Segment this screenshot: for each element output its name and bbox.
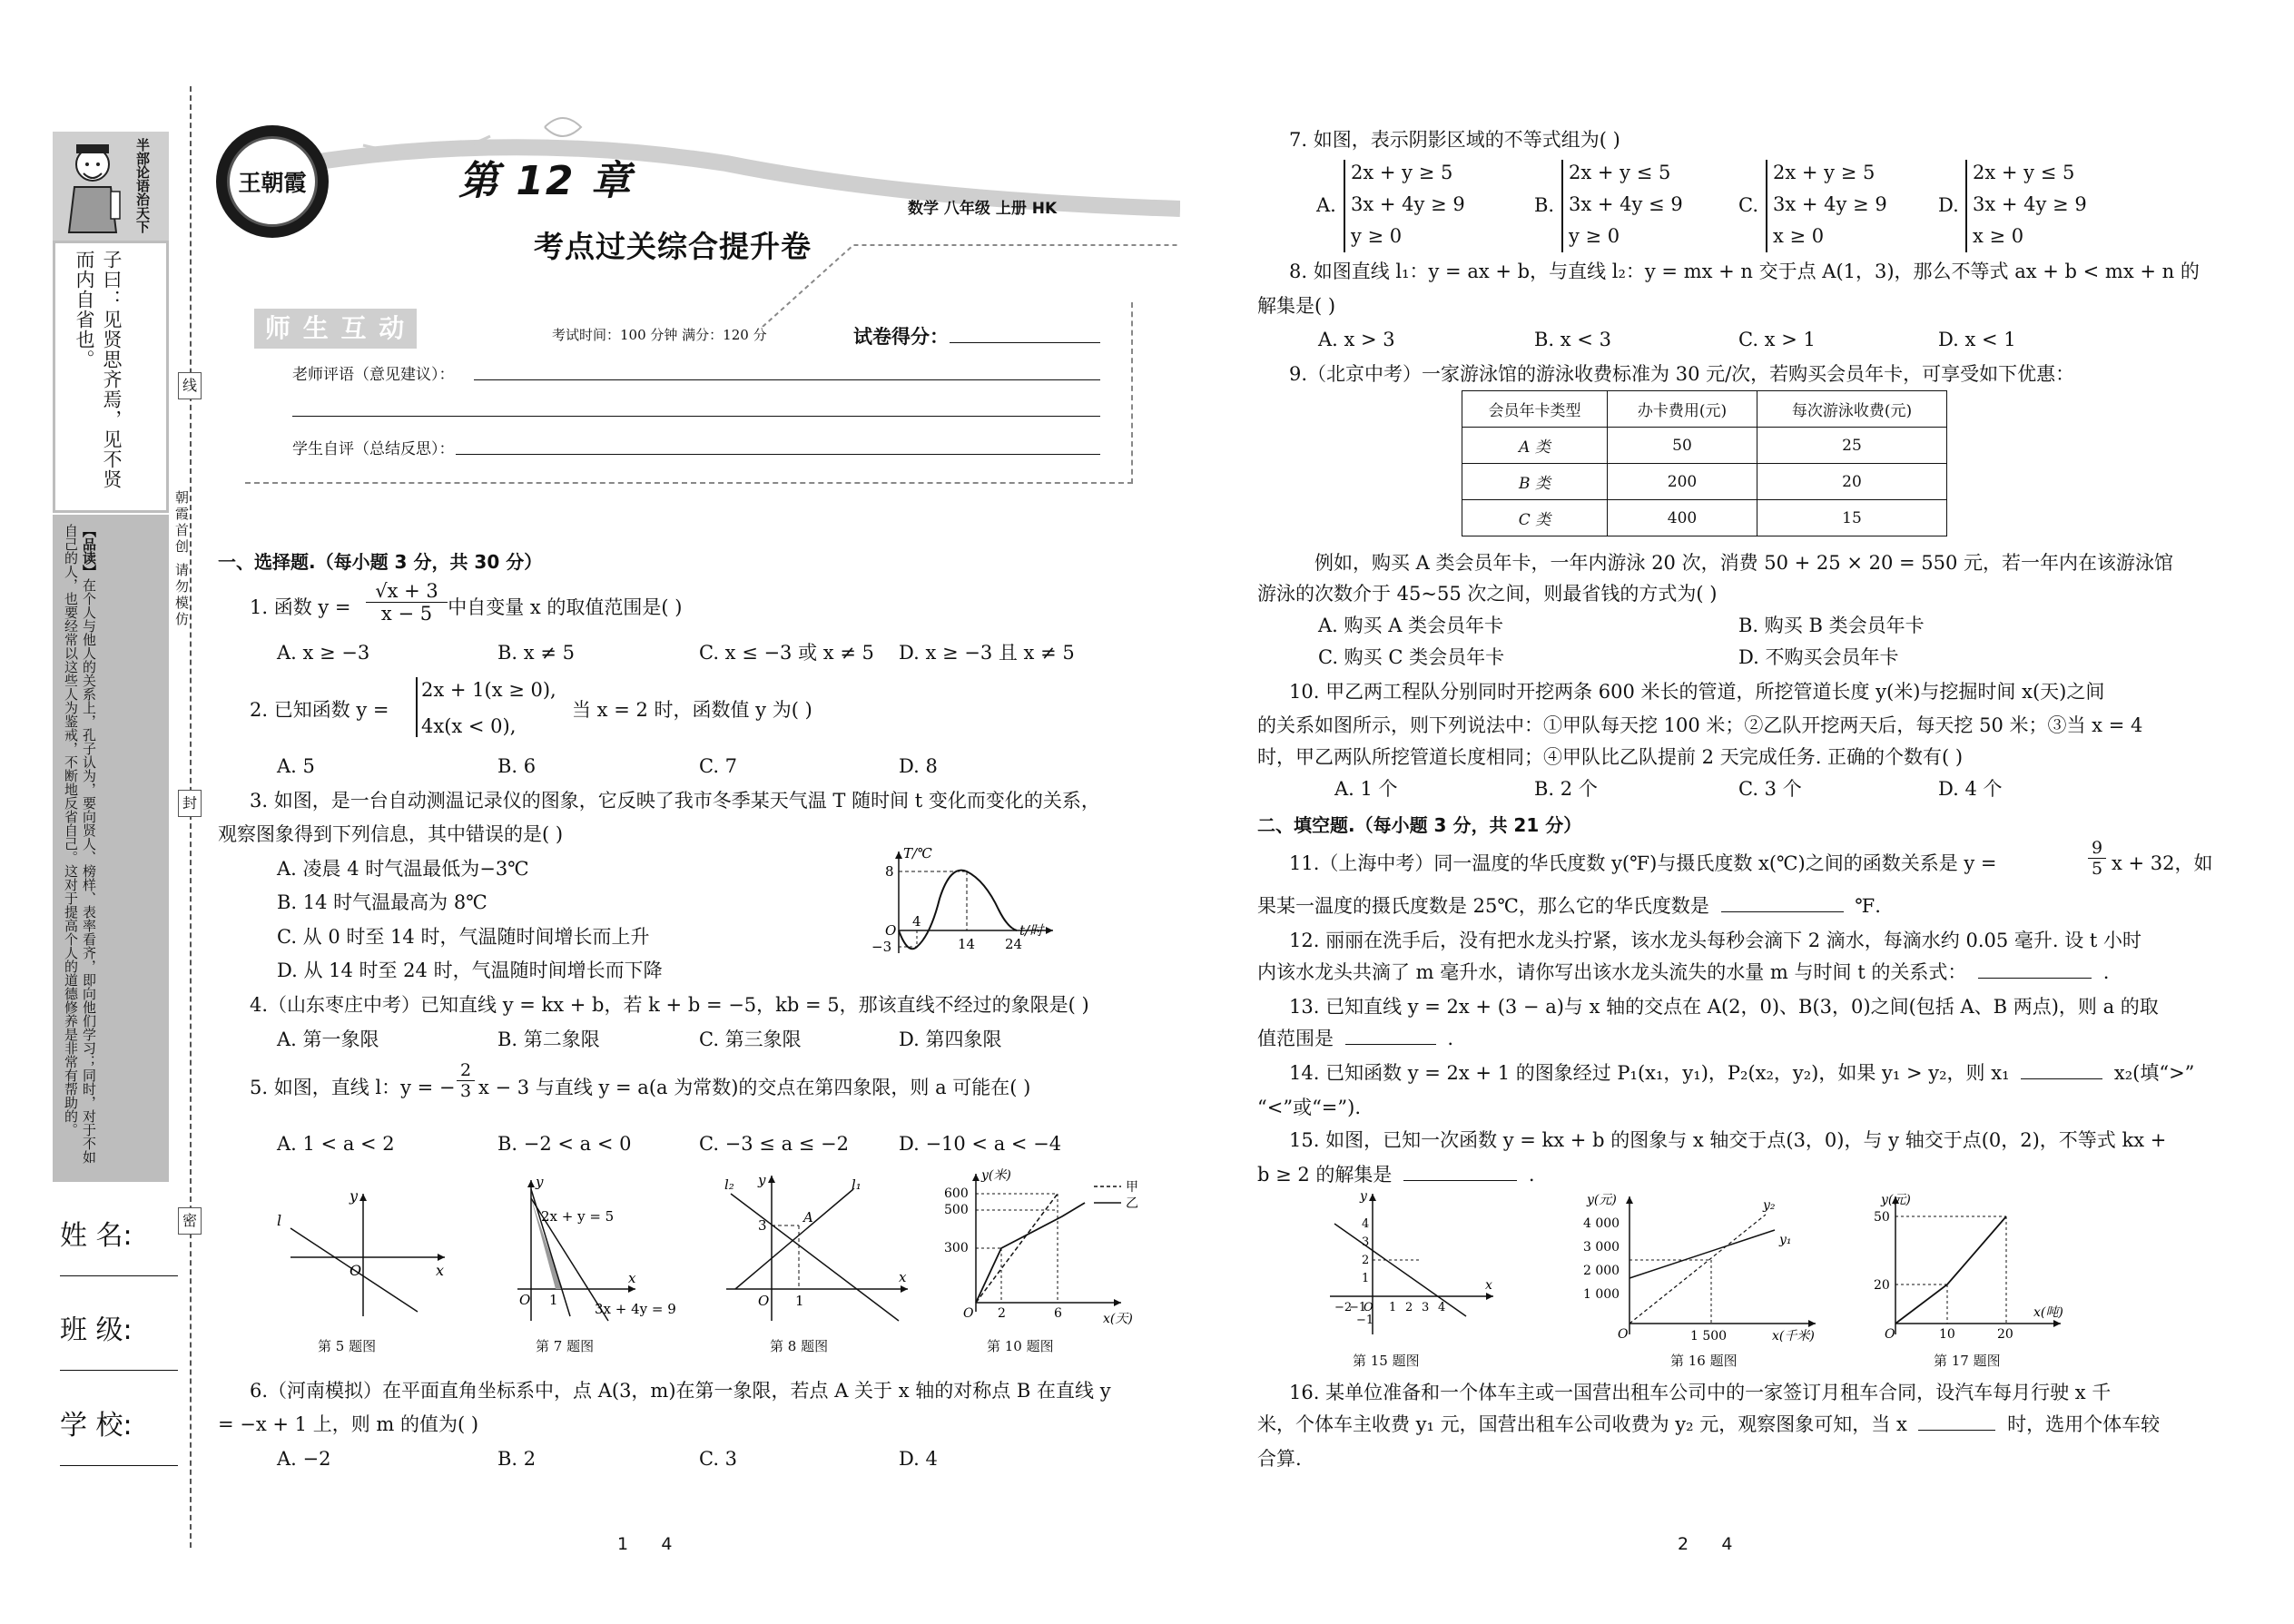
fig17-caption: 第 17 题图 (1934, 1353, 2001, 1369)
q13-blank[interactable] (1345, 1027, 1436, 1045)
fig17-graph (1861, 1189, 2079, 1343)
binding-mark-2: 封 (178, 790, 202, 817)
fig16-x-label: x(千米) (1772, 1329, 1815, 1343)
binding-note: 朝霞首创 请勿模仿 (173, 490, 190, 628)
fig5-caption: 第 5 题图 (318, 1338, 377, 1354)
q9-option-a[interactable]: A. 购买 A 类会员年卡 (1318, 615, 1504, 636)
q7-option-line: y ≥ 0 (1569, 225, 1620, 247)
q5-option-b[interactable]: B. −2 < a < 0 (497, 1133, 632, 1155)
fig8-y-label: y (758, 1172, 766, 1188)
series-title: 半部论语治天下 (136, 137, 151, 235)
fig15-tick-x3: 3 (1422, 1301, 1430, 1314)
q5-option-d[interactable]: D. −10 < a < −4 (899, 1133, 1062, 1155)
q13-line-1: 13. 已知直线 y = 2x + (3 − a)与 x 轴的交点在 A(2，0)、B(3，0)之间(包括 A、B 两点)，则 a 的取 (1289, 996, 2159, 1018)
q12-line-1: 12. 丽丽在洗手后，没有把水龙头拧紧，该水龙头每秒会滴下 2 滴水，每滴水约 0.05 毫升. 设 t 小时 (1289, 930, 2142, 951)
q7-option-brace (1965, 160, 1973, 252)
q10-line-2: 的关系如图所示，则下列说法中：①甲队每天挖 100 米；②乙队开挖两天后，每天挖 50 米；③当 x = 4 (1257, 714, 2143, 736)
fig7-y-label: y (536, 1176, 544, 1190)
confucius-icon (56, 137, 129, 237)
q9-option-b[interactable]: B. 购买 B 类会员年卡 (1738, 615, 1925, 636)
score-label: 试卷得分： (853, 326, 949, 348)
q11-line-2a: 果某一温度的摄氏度数是 25℃，那么它的华氏度数是 (1257, 895, 1709, 917)
school-label: 学 校: (60, 1410, 133, 1442)
fig10-graph (940, 1166, 1157, 1330)
quote-text: 子曰：见贤思齐焉，见不贤而内自省也。 (74, 250, 123, 489)
q9-cell: 25 (1757, 428, 1947, 464)
q9-cell: C 类 (1462, 500, 1608, 536)
q2-option-c[interactable]: C. 7 (699, 755, 738, 777)
fig16-tick-1000: 1 000 (1583, 1287, 1620, 1302)
fig16-graph (1570, 1189, 1834, 1343)
binding-mark-1: 线 (178, 372, 202, 399)
q9-table-header (1462, 391, 1947, 428)
q6-option-c[interactable]: C. 3 (699, 1448, 738, 1470)
q11-line-2 (1257, 893, 1881, 919)
q7-option-label[interactable]: D. (1938, 194, 1959, 216)
school-field[interactable] (60, 1403, 178, 1466)
q7-option-line: 3x + 4y ≥ 9 (1351, 193, 1465, 215)
q10-option-d[interactable]: D. 4 个 (1938, 778, 2003, 800)
q9-header-per: 每次游泳收费(元) (1757, 391, 1947, 428)
q1-den: x − 5 (380, 603, 433, 625)
q7-option-brace (1344, 160, 1351, 252)
q16-line-1: 16. 某单位准备和一个体车主或一国营出租车公司中的一家签订月租车合同，设汽车每月行驶 x 千 (1289, 1382, 2112, 1403)
q3-x-label: t/时 (1019, 922, 1044, 939)
reading-text: 在个人与他人的关系上，孔子认为，要向贤人、榜样、表率看齐，即向他们学习；同时，对于不如自己的人，也要经常以这些人为鉴戒，不断地反省自己。这对于提高个人的道德修养是非常有帮助的。 (63, 524, 97, 1164)
q3-line-2: 观察图象得到下列信息，其中错误的是( ) (218, 823, 564, 845)
interaction-label: 师 生 互 动 (254, 309, 417, 349)
q7-option-label[interactable]: C. (1738, 194, 1758, 216)
fig7-x-label: x (628, 1270, 636, 1286)
q16-line-2a: 米，个体车主收费 y₁ 元，国营出租车公司收费为 y₂ 元，观察图象可知，当 x (1257, 1413, 1907, 1435)
table-row (1462, 428, 1947, 464)
fig7-eq-2: 3x + 4y = 9 (595, 1301, 676, 1317)
q5-option-a[interactable]: A. 1 < a < 2 (277, 1133, 395, 1155)
fig8-caption: 第 8 题图 (770, 1338, 829, 1354)
fig15-x-label: x (1485, 1278, 1492, 1293)
q14-blank[interactable] (2021, 1061, 2102, 1079)
section2-title: 二、填空题.（每小题 3 分，共 21 分） (1257, 814, 1582, 836)
q16-line-3: 合算. (1257, 1448, 1302, 1470)
q11-num: 9 (2088, 838, 2106, 859)
fig8-x-label: x (899, 1269, 907, 1285)
fig16-tick-4000: 4 000 (1583, 1216, 1620, 1231)
q3-temperature-graph (867, 844, 1067, 958)
fig7-tick-1: 1 (549, 1292, 558, 1308)
q10-line-1: 10. 甲乙两工程队分别同时开挖两条 600 米长的管道，所挖管道长度 y(米)与挖掘时间 x(天)之间 (1289, 681, 2105, 703)
q2-stem-b: 当 x = 2 时，函数值 y 为( ) (572, 699, 812, 721)
q7-option-line: 3x + 4y ≥ 9 (1973, 193, 2087, 215)
q15-line-2a: b ≥ 2 的解集是 (1257, 1164, 1393, 1186)
q1-option-d[interactable]: D. x ≥ −3 且 x ≠ 5 (899, 642, 1075, 664)
q16-line-2b: 时，选用个体车较 (2007, 1413, 2161, 1435)
q8-option-b[interactable]: B. x < 3 (1534, 329, 1611, 350)
q9-cell: 20 (1757, 464, 1947, 500)
q1-num: √x + 3 (366, 580, 448, 603)
q1 (250, 580, 683, 625)
logo-text: 王朝霞 (238, 170, 307, 196)
fig10-caption: 第 10 题图 (987, 1338, 1054, 1354)
q15-line-1: 15. 如图，已知一次函数 y = kx + b 的图象与 x 轴交于点(3，0)，与 y 轴交于点(0，2)，不等式 kx + (1289, 1129, 2167, 1151)
fig10-tick-600: 600 (944, 1186, 969, 1201)
q3-tick-14: 14 (958, 936, 976, 952)
q11-line-2b: ℉. (1855, 895, 1881, 917)
q8-line-2: 解集是( ) (1257, 295, 1336, 317)
q1-option-c[interactable]: C. x ≤ −3 或 x ≠ 5 (699, 642, 874, 664)
q9-cell: 400 (1608, 500, 1757, 536)
q12-line-2 (1257, 960, 2109, 985)
q2-option-d[interactable]: D. 8 (899, 755, 938, 777)
q5-stem-b: x − 3 与直线 y = a(a 为常数)的交点在第四象限，则 a 可能在( ) (478, 1077, 1031, 1098)
fig16-tick-1500: 1 500 (1690, 1329, 1728, 1343)
q2-case-1: 2x + 1(x ≥ 0), (421, 679, 556, 701)
q3-option-d[interactable]: D. 从 14 时至 24 时，气温随时间增长而下降 (277, 960, 663, 981)
q3-tick-8: 8 (885, 863, 894, 880)
q1-stem-a: 1. 函数 y = (250, 596, 351, 618)
q1-option-a[interactable]: A. x ≥ −3 (277, 642, 370, 664)
q3-origin: O (885, 922, 897, 939)
q7-stem: 7. 如图，表示阴影区域的不等式组为( ) (1289, 129, 1620, 151)
q9-option-d[interactable]: D. 不购买会员年卡 (1738, 646, 1899, 668)
q4-option-c[interactable]: C. 第三象限 (699, 1029, 802, 1050)
q9-line-2: 例如，购买 A 类会员年卡，一年内游泳 20 次，消费 50 + 25 × 20 = 550 元，若一年内在该游泳馆 (1314, 552, 2174, 574)
q9-option-c[interactable]: C. 购买 C 类会员年卡 (1318, 646, 1505, 668)
q10-option-c[interactable]: C. 3 个 (1738, 778, 1802, 800)
fig16-tick-2000: 2 000 (1583, 1264, 1620, 1278)
table-row (1462, 500, 1947, 536)
fig15-tick-y2: 2 (1362, 1254, 1370, 1267)
fig8-tick-3: 3 (758, 1217, 767, 1234)
binding-line (190, 86, 192, 1548)
q5-stem-a: 5. 如图，直线 l：y = − (250, 1077, 456, 1098)
q11-blank[interactable] (1721, 894, 1844, 912)
fig5-x-label: x (436, 1262, 445, 1279)
fig16-tick-3000: 3 000 (1583, 1240, 1620, 1255)
q9-stem: 9.（北京中考）一家游泳馆的游泳收费标准为 30 元/次，若购买会员年卡，可享受如下优惠： (1289, 363, 2075, 385)
fig15-tick-y3: 3 (1362, 1235, 1370, 1249)
fig15-caption: 第 15 题图 (1353, 1353, 1420, 1369)
q13-line-2b: . (1447, 1028, 1454, 1049)
fig8-tick-1: 1 (795, 1293, 804, 1309)
q7-option-line: 2x + y ≥ 5 (1351, 162, 1453, 183)
q1-fraction (366, 580, 448, 625)
fig16-y-label: y(元) (1587, 1193, 1617, 1207)
fig17-y-label: y(元) (1881, 1193, 1911, 1207)
q11-stem-a: 11.（上海中考）同一温度的华氏度数 y(℉)与摄氏度数 x(℃)之间的函数关系是 y = (1289, 852, 1997, 874)
name-label: 姓 名: (60, 1220, 133, 1252)
q3-y-label: T/℃ (903, 845, 932, 861)
q4-option-b[interactable]: B. 第二象限 (497, 1029, 600, 1050)
fig15-tick-x1: 1 (1389, 1301, 1397, 1314)
q12-line-2a: 内该水龙头共滴了 m 毫升水，请你写出该水龙头流失的水量 m 与时间 t 的关系式： (1257, 961, 1967, 983)
section1-title: 一、选择题.（每小题 3 分，共 30 分） (218, 551, 543, 573)
fig10-legend-1: 甲 (1126, 1180, 1138, 1195)
fig10-tick-2: 2 (998, 1306, 1006, 1321)
fig17-tick-x10: 10 (1939, 1327, 1955, 1342)
fig16-label-y2: y₂ (1763, 1198, 1776, 1213)
fig15-tick-x4: 4 (1438, 1301, 1446, 1314)
q12-line-2b: . (2102, 961, 2110, 983)
fig10-tick-300: 300 (944, 1241, 969, 1255)
chapter-title: 第 12 章 (458, 158, 633, 204)
q7-option-line: 3x + 4y ≥ 9 (1773, 193, 1887, 215)
student-comment-label: 学生自评（总结反思）： (292, 440, 455, 458)
q10-option-a[interactable]: A. 1 个 (1334, 778, 1398, 800)
q7-option-label[interactable]: B. (1534, 194, 1555, 216)
q11-fraction (2088, 838, 2106, 879)
q11-stem-b: x + 32，如 (2112, 852, 2213, 874)
table-row (1462, 464, 1947, 500)
fig10-origin: O (963, 1306, 974, 1321)
q7-option-line: 2x + y ≥ 5 (1773, 162, 1876, 183)
fig8-l2-label: l₂ (724, 1176, 734, 1193)
q7-option-line: 2x + y ≤ 5 (1973, 162, 2075, 183)
q14-line-1 (1289, 1060, 2194, 1086)
fig10-y-label: y(米) (981, 1168, 1011, 1183)
name-field[interactable] (60, 1213, 178, 1276)
fig10-legend-2: 乙 (1126, 1196, 1138, 1211)
q13-line-2 (1257, 1026, 1453, 1051)
q9-cell: A 类 (1462, 428, 1608, 464)
q3-line-1: 3. 如图，是一台自动测温记录仪的图象，它反映了我市冬季某天气温 T 随时间 t 变化而变化的关系， (250, 790, 1100, 812)
fig17-tick-20: 20 (1874, 1278, 1890, 1293)
q1-option-b[interactable]: B. x ≠ 5 (497, 642, 575, 664)
fig15-tick-xn2: −2 (1334, 1301, 1353, 1314)
q2-case-2: 4x(x < 0), (421, 715, 517, 737)
exam-info: 考试时间：100 分钟 满分：120 分 (552, 327, 767, 343)
q7-option-brace (1561, 160, 1569, 252)
q3-tick-neg3: −3 (871, 939, 892, 955)
fig8-origin: O (758, 1293, 770, 1309)
fig8-graph (717, 1171, 917, 1325)
q4-stem: 4.（山东枣庄中考）已知直线 y = kx + b，若 k + b = −5，kb = 5，那该直线不经过的象限是( ) (250, 994, 1089, 1016)
q9-cell: 50 (1608, 428, 1757, 464)
q2-stem-a: 2. 已知函数 y = (250, 699, 389, 721)
reading-label: 【品读】 (81, 524, 97, 578)
fig15-tick-x2: 2 (1405, 1301, 1413, 1314)
q9-cell: B 类 (1462, 464, 1608, 500)
q2-option-a[interactable]: A. 5 (277, 755, 315, 777)
fig5-origin: O (350, 1262, 362, 1279)
q7-option-line: 3x + 4y ≤ 9 (1569, 193, 1683, 215)
q7-option-line: x ≥ 0 (1773, 225, 1825, 247)
class-label: 班 级: (60, 1314, 133, 1346)
q9-header-type: 会员年卡类型 (1462, 391, 1608, 428)
q6-option-b[interactable]: B. 2 (497, 1448, 537, 1470)
fig17-tick-50: 50 (1874, 1210, 1890, 1225)
fig16-caption: 第 16 题图 (1670, 1353, 1738, 1369)
sidebar (53, 132, 169, 1176)
fig5-y-label: y (350, 1187, 359, 1205)
score-field[interactable] (950, 342, 1100, 343)
q6-option-d[interactable]: D. 4 (899, 1448, 938, 1470)
q15-line-2b: . (1528, 1164, 1535, 1186)
fig10-tick-500: 500 (944, 1203, 969, 1217)
q15-blank[interactable] (1403, 1163, 1517, 1181)
fig15-tick-yn1: −1 (1356, 1314, 1374, 1327)
q9-cell: 200 (1608, 464, 1757, 500)
course-meta: 数学 八年级 上册 HK (908, 200, 1058, 218)
q7-option-line: 2x + y ≤ 5 (1569, 162, 1671, 183)
fig8-l1-label: l₁ (852, 1176, 861, 1193)
page-number-right: 2 4 (1678, 1534, 1733, 1554)
q10-line-3: 时，甲乙两队所挖管道长度相同；④甲队比乙队提前 2 天完成任务. 正确的个数有( ) (1257, 746, 1964, 768)
fig5-line-label: l (277, 1212, 282, 1229)
q14-line-1b: x₂(填“>” (2113, 1062, 2195, 1084)
q2-option-b[interactable]: B. 6 (497, 755, 537, 777)
q8-option-a[interactable]: A. x > 3 (1318, 329, 1395, 350)
q12-blank[interactable] (1978, 960, 2092, 979)
class-field[interactable] (60, 1307, 178, 1371)
q5-num: 2 (457, 1060, 475, 1081)
q7-option-brace (1766, 160, 1773, 252)
q8-line-1: 8. 如图直线 l₁：y = ax + b，与直线 l₂：y = mx + n 交于点 A(1，3)，那么不等式 ax + b < mx + n 的 (1289, 261, 2200, 282)
page-number-left: 1 4 (617, 1534, 673, 1554)
fig17-origin: O (1885, 1327, 1895, 1342)
fig8-point-a: A (803, 1209, 813, 1225)
q8-option-d[interactable]: D. x < 1 (1938, 329, 2016, 350)
fig15-tick-y4: 4 (1362, 1217, 1370, 1231)
fig7-graph (508, 1176, 690, 1325)
fig15-tick-y1: 1 (1362, 1272, 1370, 1285)
paper-subtitle: 考点过关综合提升卷 (534, 229, 812, 264)
q11-den: 5 (2091, 859, 2103, 879)
q8-option-c[interactable]: C. x > 1 (1738, 329, 1816, 350)
q16-blank[interactable] (1918, 1412, 1995, 1431)
header-decoration (218, 109, 1180, 327)
q14-line-1a: 14. 已知函数 y = 2x + 1 的图象经过 P₁(x₁，y₁)，P₂(x₂，y₂)，如果 y₁ > y₂，则 x₁ (1289, 1062, 2010, 1084)
fig15-origin: O (1364, 1301, 1373, 1314)
fig17-tick-x20: 20 (1997, 1327, 2013, 1342)
q3-option-b[interactable]: B. 14 时气温最高为 8℃ (277, 891, 487, 913)
fig10-x-label: x(天) (1103, 1312, 1133, 1326)
q9-cell: 15 (1757, 500, 1947, 536)
fig15-y-label: y (1360, 1189, 1367, 1204)
fig17-x-label: x(吨) (2033, 1305, 2063, 1320)
q13-line-2a: 值范围是 (1257, 1028, 1334, 1049)
q3-option-c[interactable]: C. 从 0 时至 14 时，气温随时间增长而上升 (277, 926, 650, 948)
reading-content (62, 524, 98, 1173)
teacher-comment-field[interactable] (474, 379, 1100, 380)
fig16-origin: O (1618, 1327, 1629, 1342)
fig7-origin: O (519, 1292, 531, 1308)
fig7-caption: 第 7 题图 (536, 1338, 595, 1354)
q16-line-2 (1257, 1412, 2160, 1437)
q3-option-a[interactable]: A. 凌晨 4 时气温最低为−3℃ (277, 858, 529, 880)
q3-tick-24: 24 (1005, 936, 1023, 952)
q9-line-3: 游泳的次数介于 45~55 次之间，则最省钱的方式为( ) (1257, 583, 1718, 605)
q5-fraction (457, 1060, 475, 1101)
fig7-eq-1: 2x + y = 5 (541, 1208, 615, 1225)
q7-option-line: x ≥ 0 (1973, 225, 2024, 247)
teacher-comment-field-2[interactable] (292, 416, 1100, 417)
q9-header-fee: 办卡费用(元) (1608, 391, 1757, 428)
q4-option-a[interactable]: A. 第一象限 (277, 1029, 379, 1050)
student-comment-field[interactable] (456, 454, 1100, 455)
q3-tick-4: 4 (912, 913, 921, 930)
q7-option-line: y ≥ 0 (1351, 225, 1403, 247)
q5-option-c[interactable]: C. −3 ≤ a ≤ −2 (699, 1133, 849, 1155)
q9-table (1462, 390, 1947, 536)
q6-line-2: = −x + 1 上，则 m 的值为( ) (218, 1413, 479, 1435)
fig5-graph (272, 1185, 454, 1321)
binding-mark-3: 密 (178, 1207, 202, 1235)
teacher-comment-label: 老师评语（意见建议）： (292, 366, 455, 384)
q4-option-d[interactable]: D. 第四象限 (899, 1029, 1002, 1050)
fig15-tick-xn1: −1 (1349, 1301, 1367, 1314)
q5-den: 3 (459, 1081, 472, 1101)
fig16-label-y1: y₁ (1779, 1233, 1792, 1247)
fig15-graph (1316, 1189, 1498, 1339)
fig10-tick-6: 6 (1054, 1306, 1062, 1321)
q14-line-2: “<”或“=”). (1257, 1097, 1362, 1118)
q6-option-a[interactable]: A. −2 (277, 1448, 331, 1470)
q6-line-1: 6.（河南模拟）在平面直角坐标系中，点 A(3，m)在第一象限，若点 A 关于 x 轴的对称点 B 在直线 y (250, 1380, 1111, 1402)
q7-option-label[interactable]: A. (1316, 194, 1336, 216)
q1-stem-b: 中自变量 x 的取值范围是( ) (448, 596, 683, 618)
q10-option-b[interactable]: B. 2 个 (1534, 778, 1598, 800)
q15-line-2 (1257, 1162, 1535, 1187)
